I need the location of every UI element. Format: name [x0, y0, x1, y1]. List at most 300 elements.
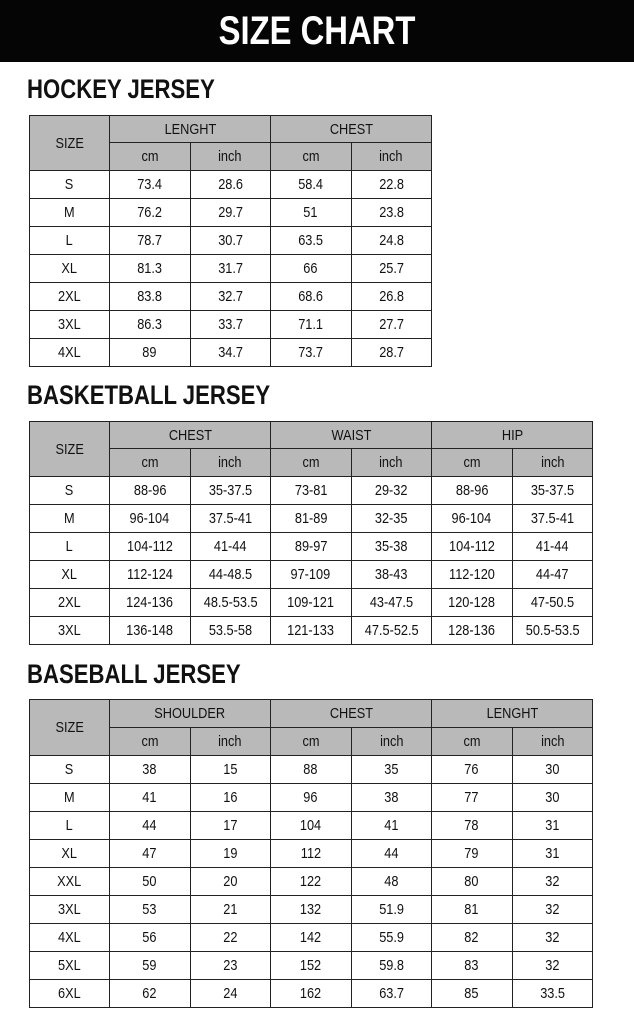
measurement-value: 32.7 — [217, 288, 243, 305]
table-row — [30, 784, 593, 812]
measurement-cell — [190, 868, 271, 896]
measurement-value: 59 — [142, 957, 157, 974]
measurement-group-header — [271, 116, 432, 143]
measurement-value: 32 — [545, 929, 560, 946]
measurement-value: 26.8 — [378, 288, 404, 305]
measurement-cell — [190, 617, 271, 645]
measurement-value: 112 — [300, 845, 321, 862]
measurement-value: 44 — [384, 845, 399, 862]
measurement-value: 85 — [464, 985, 479, 1002]
measurement-cell — [512, 505, 593, 533]
measurement-cell — [351, 561, 432, 589]
measurement-value: 25.7 — [378, 260, 404, 277]
measurement-cell — [271, 868, 352, 896]
table-header-row — [30, 116, 432, 143]
unit-label: inch — [540, 454, 564, 471]
measurement-cell — [271, 561, 352, 589]
measurement-cell — [512, 533, 593, 561]
measurement-cell — [432, 533, 513, 561]
measurement-cell — [351, 255, 432, 283]
measurement-cell — [512, 896, 593, 924]
measurement-value: 83 — [464, 957, 479, 974]
measurement-value: 38-43 — [374, 566, 408, 583]
measurement-cell — [110, 561, 191, 589]
measurement-value: 31 — [545, 845, 560, 862]
size-cell — [30, 561, 110, 589]
measurement-value: 53.5-58 — [208, 622, 252, 639]
measurement-cell — [190, 952, 271, 980]
measurement-cell — [110, 980, 191, 1008]
measurement-cell — [190, 840, 271, 868]
measurement-value: 30 — [545, 789, 560, 806]
measurement-value: 29.7 — [217, 204, 243, 221]
unit-header — [110, 143, 191, 171]
unit-header — [110, 728, 191, 756]
table-row — [30, 171, 432, 199]
size-value: 2XL — [58, 288, 81, 305]
measurement-cell — [432, 589, 513, 617]
size-cell — [30, 227, 110, 255]
measurement-value: 120-128 — [448, 594, 496, 611]
measurement-value: 63.7 — [378, 985, 404, 1002]
measurement-cell — [190, 756, 271, 784]
size-value: 5XL — [58, 957, 81, 974]
table-row — [30, 756, 593, 784]
measurement-value: 104-112 — [448, 538, 495, 555]
unit-header — [351, 728, 432, 756]
measurement-cell — [110, 171, 191, 199]
measurement-cell — [512, 617, 593, 645]
measurement-cell — [110, 812, 191, 840]
measurement-cell — [432, 868, 513, 896]
measurement-value: 88-96 — [455, 482, 489, 499]
unit-label: inch — [379, 148, 403, 165]
measurement-cell — [271, 477, 352, 505]
measurement-value: 78.7 — [137, 232, 163, 249]
table-row — [30, 812, 593, 840]
measurement-value: 66 — [303, 260, 318, 277]
measurement-cell — [351, 477, 432, 505]
table-row — [30, 561, 593, 589]
measurement-cell — [432, 812, 513, 840]
measurement-value: 37.5-41 — [208, 510, 252, 527]
unit-label: cm — [463, 454, 481, 471]
measurement-value: 81.3 — [137, 260, 163, 277]
unit-header — [110, 449, 191, 477]
measurement-value: 55.9 — [378, 929, 404, 946]
size-value: 6XL — [58, 985, 81, 1002]
measurement-value: 51 — [303, 204, 318, 221]
measurement-value: 97-109 — [290, 566, 331, 583]
measurement-value: 79 — [464, 845, 479, 862]
measurement-value: 22 — [223, 929, 238, 946]
measurement-cell — [190, 561, 271, 589]
size-cell — [30, 505, 110, 533]
measurement-value: 112-124 — [126, 566, 173, 583]
measurement-cell — [351, 339, 432, 367]
size-cell — [30, 533, 110, 561]
size-header-label: SIZE — [55, 440, 84, 458]
unit-label: inch — [218, 733, 242, 750]
table-row — [30, 589, 593, 617]
measurement-group-header — [271, 700, 432, 728]
measurement-group-label: LENGHT — [164, 120, 216, 138]
basketball-size-table — [29, 421, 593, 645]
measurement-cell — [190, 199, 271, 227]
measurement-value: 76.2 — [137, 204, 163, 221]
measurement-value: 33.5 — [539, 985, 565, 1002]
measurement-value: 48.5-53.5 — [203, 594, 258, 611]
measurement-value: 109-121 — [287, 594, 335, 611]
measurement-value: 17 — [223, 817, 238, 834]
measurement-cell — [432, 840, 513, 868]
measurement-value: 48 — [384, 873, 399, 890]
measurement-cell — [110, 589, 191, 617]
measurement-cell — [351, 533, 432, 561]
measurement-value: 152 — [300, 957, 322, 974]
measurement-cell — [351, 227, 432, 255]
unit-label: cm — [141, 148, 159, 165]
measurement-cell — [110, 840, 191, 868]
size-value: S — [65, 176, 74, 193]
measurement-cell — [110, 227, 191, 255]
measurement-cell — [512, 952, 593, 980]
measurement-value: 62 — [142, 985, 157, 1002]
measurement-value: 28.7 — [378, 344, 404, 361]
measurement-cell — [512, 840, 593, 868]
measurement-cell — [512, 980, 593, 1008]
measurement-value: 35-38 — [374, 538, 408, 555]
measurement-cell — [271, 533, 352, 561]
measurement-group-header — [110, 700, 271, 728]
measurement-cell — [271, 283, 352, 311]
table-row — [30, 617, 593, 645]
measurement-value: 77 — [464, 789, 479, 806]
table-row — [30, 868, 593, 896]
size-cell — [30, 255, 110, 283]
measurement-cell — [271, 756, 352, 784]
size-value: 3XL — [58, 622, 81, 639]
size-value: 3XL — [58, 316, 81, 333]
table-row — [30, 952, 593, 980]
measurement-value: 82 — [464, 929, 479, 946]
size-value: M — [64, 204, 75, 221]
measurement-value: 28.6 — [217, 176, 243, 193]
measurement-cell — [351, 199, 432, 227]
baseball-size-table — [29, 699, 593, 1008]
unit-header — [432, 449, 513, 477]
measurement-cell — [110, 255, 191, 283]
size-value: M — [64, 789, 75, 806]
measurement-value: 43-47.5 — [369, 594, 413, 611]
measurement-value: 53 — [142, 901, 157, 918]
measurement-cell — [271, 227, 352, 255]
size-value: L — [65, 232, 74, 249]
measurement-value: 41-44 — [535, 538, 569, 555]
unit-header — [271, 143, 352, 171]
size-header-label: SIZE — [55, 719, 84, 736]
table-row — [30, 227, 432, 255]
measurement-cell — [351, 589, 432, 617]
measurement-group-label: WAIST — [331, 426, 371, 444]
measurement-cell — [271, 896, 352, 924]
size-cell — [30, 868, 110, 896]
measurement-value: 89-97 — [294, 538, 328, 555]
measurement-value: 73.7 — [298, 344, 324, 361]
measurement-value: 88 — [303, 761, 318, 778]
measurement-value: 96-104 — [129, 510, 170, 527]
measurement-value: 15 — [223, 761, 238, 778]
measurement-cell — [190, 477, 271, 505]
measurement-group-header — [271, 422, 432, 449]
table-row — [30, 339, 432, 367]
table-header-row — [30, 422, 593, 449]
measurement-group-header — [110, 422, 271, 449]
measurement-cell — [512, 561, 593, 589]
size-cell — [30, 812, 110, 840]
measurement-cell — [190, 980, 271, 1008]
measurement-group-header — [432, 422, 593, 449]
measurement-value: 81 — [464, 901, 479, 918]
unit-header — [432, 728, 513, 756]
measurement-cell — [512, 868, 593, 896]
unit-label: inch — [379, 454, 403, 471]
measurement-cell — [110, 784, 191, 812]
measurement-value: 104 — [300, 817, 322, 834]
measurement-cell — [190, 339, 271, 367]
basketball-jersey-title: BASKETBALL JERSEY — [27, 380, 271, 410]
measurement-group-label: CHEST — [168, 426, 212, 444]
unit-label: inch — [379, 733, 403, 750]
measurement-cell — [512, 589, 593, 617]
measurement-cell — [351, 896, 432, 924]
size-cell — [30, 477, 110, 505]
unit-label: inch — [218, 454, 242, 471]
measurement-cell — [110, 924, 191, 952]
measurement-cell — [190, 924, 271, 952]
measurement-cell — [351, 784, 432, 812]
measurement-value: 19 — [223, 845, 238, 862]
measurement-value: 73.4 — [137, 176, 163, 193]
measurement-value: 41 — [384, 817, 399, 834]
table-row — [30, 283, 432, 311]
measurement-value: 81-89 — [294, 510, 328, 527]
measurement-group-label: HIP — [501, 426, 523, 444]
measurement-value: 35 — [384, 761, 399, 778]
measurement-cell — [190, 784, 271, 812]
measurement-value: 31 — [545, 817, 560, 834]
measurement-value: 20 — [223, 873, 238, 890]
measurement-cell — [351, 868, 432, 896]
unit-header — [351, 143, 432, 171]
unit-header — [512, 449, 593, 477]
unit-label: cm — [302, 148, 320, 165]
measurement-group-label: CHEST — [329, 705, 373, 722]
measurement-value: 80 — [464, 873, 479, 890]
measurement-value: 50.5-53.5 — [525, 622, 580, 639]
measurement-value: 121-133 — [287, 622, 335, 639]
measurement-cell — [110, 311, 191, 339]
measurement-group-label: SHOULDER — [154, 705, 226, 722]
measurement-cell — [110, 199, 191, 227]
measurement-value: 124-136 — [126, 594, 174, 611]
measurement-value: 27.7 — [378, 316, 404, 333]
size-cell — [30, 199, 110, 227]
measurement-cell — [110, 952, 191, 980]
size-cell — [30, 980, 110, 1008]
measurement-value: 96-104 — [451, 510, 492, 527]
measurement-cell — [432, 561, 513, 589]
size-value: M — [64, 510, 75, 527]
measurement-cell — [190, 311, 271, 339]
unit-label: cm — [141, 733, 159, 750]
measurement-value: 30.7 — [217, 232, 243, 249]
measurement-cell — [271, 617, 352, 645]
measurement-value: 104-112 — [126, 538, 173, 555]
measurement-value: 32 — [545, 873, 560, 890]
measurement-value: 32-35 — [374, 510, 408, 527]
measurement-group-header — [110, 116, 271, 143]
measurement-value: 33.7 — [217, 316, 243, 333]
measurement-cell — [432, 924, 513, 952]
measurement-cell — [351, 283, 432, 311]
unit-label: cm — [302, 733, 320, 750]
unit-header — [351, 449, 432, 477]
table-row — [30, 255, 432, 283]
measurement-cell — [271, 980, 352, 1008]
measurement-value: 35-37.5 — [530, 482, 574, 499]
size-value: 3XL — [58, 901, 81, 918]
unit-header — [271, 449, 352, 477]
table-row — [30, 980, 593, 1008]
measurement-cell — [110, 533, 191, 561]
measurement-value: 34.7 — [217, 344, 243, 361]
measurement-value: 83.8 — [137, 288, 163, 305]
measurement-value: 59.8 — [378, 957, 404, 974]
unit-header — [190, 449, 271, 477]
size-header-label: SIZE — [55, 134, 84, 152]
measurement-cell — [432, 477, 513, 505]
measurement-cell — [512, 784, 593, 812]
measurement-value: 56 — [142, 929, 157, 946]
measurement-cell — [271, 784, 352, 812]
table-row — [30, 311, 432, 339]
measurement-value: 22.8 — [378, 176, 404, 193]
measurement-cell — [351, 924, 432, 952]
measurement-value: 47-50.5 — [530, 594, 574, 611]
hockey-size-table — [29, 115, 432, 367]
measurement-cell — [110, 868, 191, 896]
measurement-cell — [432, 756, 513, 784]
measurement-value: 32 — [545, 957, 560, 974]
unit-header — [512, 728, 593, 756]
measurement-cell — [351, 952, 432, 980]
measurement-cell — [512, 812, 593, 840]
measurement-cell — [110, 756, 191, 784]
size-cell — [30, 617, 110, 645]
measurement-value: 38 — [384, 789, 399, 806]
unit-header — [190, 143, 271, 171]
measurement-cell — [110, 339, 191, 367]
size-cell — [30, 311, 110, 339]
measurement-value: 58.4 — [298, 176, 324, 193]
measurement-cell — [512, 924, 593, 952]
measurement-value: 86.3 — [137, 316, 163, 333]
measurement-value: 16 — [223, 789, 238, 806]
measurement-cell — [190, 533, 271, 561]
table-row — [30, 505, 593, 533]
baseball-jersey-title: BASEBALL JERSEY — [27, 659, 241, 689]
measurement-value: 88-96 — [133, 482, 167, 499]
unit-label: cm — [141, 454, 159, 471]
measurement-cell — [110, 896, 191, 924]
measurement-value: 47.5-52.5 — [364, 622, 419, 639]
size-cell — [30, 784, 110, 812]
measurement-value: 23 — [223, 957, 238, 974]
size-cell — [30, 283, 110, 311]
measurement-cell — [271, 339, 352, 367]
measurement-value: 68.6 — [298, 288, 324, 305]
measurement-value: 132 — [300, 901, 322, 918]
table-row — [30, 199, 432, 227]
size-cell — [30, 952, 110, 980]
measurement-value: 142 — [300, 929, 322, 946]
measurement-value: 32 — [545, 901, 560, 918]
measurement-value: 24 — [223, 985, 238, 1002]
measurement-cell — [351, 812, 432, 840]
measurement-value: 112-120 — [448, 566, 495, 583]
unit-header-row — [30, 449, 593, 477]
measurement-value: 44-47 — [535, 566, 569, 583]
measurement-value: 38 — [142, 761, 157, 778]
measurement-cell — [351, 980, 432, 1008]
measurement-cell — [271, 952, 352, 980]
measurement-cell — [351, 171, 432, 199]
measurement-group-header — [432, 700, 593, 728]
measurement-cell — [432, 952, 513, 980]
size-column-header — [30, 422, 110, 477]
size-value: L — [65, 817, 74, 834]
measurement-value: 41 — [142, 789, 157, 806]
unit-label: cm — [302, 454, 320, 471]
unit-label: inch — [540, 733, 564, 750]
measurement-group-label: CHEST — [329, 120, 373, 138]
measurement-value: 89 — [142, 344, 157, 361]
measurement-cell — [110, 283, 191, 311]
measurement-cell — [432, 784, 513, 812]
measurement-cell — [351, 840, 432, 868]
size-column-header — [30, 700, 110, 756]
unit-header — [190, 728, 271, 756]
size-value: XL — [61, 845, 78, 862]
measurement-value: 30 — [545, 761, 560, 778]
measurement-cell — [190, 283, 271, 311]
table-row — [30, 924, 593, 952]
measurement-cell — [271, 812, 352, 840]
measurement-cell — [190, 896, 271, 924]
measurement-value: 21 — [223, 901, 238, 918]
size-cell — [30, 756, 110, 784]
measurement-cell — [351, 617, 432, 645]
measurement-value: 71.1 — [298, 316, 324, 333]
measurement-cell — [271, 199, 352, 227]
table-row — [30, 477, 593, 505]
measurement-cell — [351, 756, 432, 784]
measurement-cell — [271, 171, 352, 199]
measurement-cell — [190, 255, 271, 283]
measurement-value: 136-148 — [126, 622, 174, 639]
measurement-cell — [432, 980, 513, 1008]
